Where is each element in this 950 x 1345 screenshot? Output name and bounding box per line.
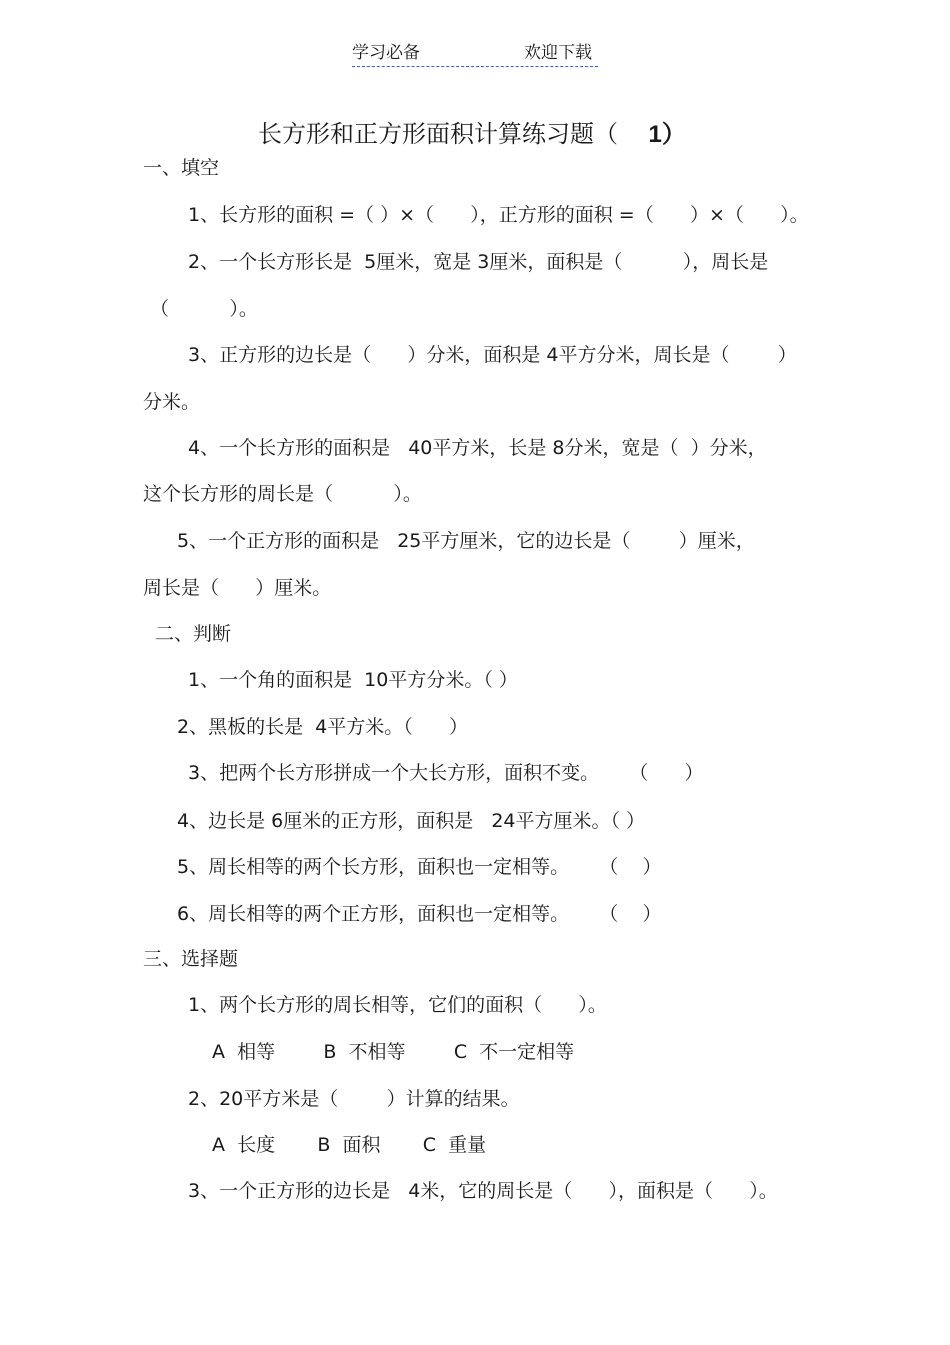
title-number: 1） (648, 121, 686, 148)
judge-item-4: 4、边长是 6厘米的正方形，面积是 24平方厘米。（ ） (177, 810, 646, 832)
judge-item-1: 1、一个角的面积是 10平方分米。（ ） (188, 669, 518, 691)
section-heading-choice: 三、选择题 (143, 948, 239, 970)
choice-question-1-options: A 相等 B 不相等 C 不一定相等 (212, 1041, 575, 1063)
fill-in-question-4-continued: 这个长方形的周长是（ ）。 (143, 483, 422, 505)
judge-item-6: 6、周长相等的两个正方形，面积也一定相等。 （ ） (177, 903, 662, 925)
page-title (258, 118, 686, 151)
judge-item-5: 5、周长相等的两个长方形，面积也一定相等。 （ ） (177, 856, 662, 878)
fill-in-question-5-continued: 周长是（ ）厘米。 (143, 577, 332, 599)
judge-item-2: 2、黑板的长是 4平方米。（ ） (177, 716, 468, 738)
header-right-text: 欢迎下载 (524, 43, 592, 63)
header-left-text: 学习必备 (352, 43, 420, 63)
fill-in-question-3: 3、正方形的边长是（ ）分米，面积是 4平方分米，周长是（ ） (188, 344, 797, 366)
fill-in-question-2: 2、一个长方形长是 5厘米，宽是 3厘米，面积是（ ），周长是 (188, 251, 769, 273)
page-header (352, 42, 598, 67)
fill-in-question-2-continued: （ ）。 (150, 298, 258, 320)
fill-in-question-3-continued: 分米。 (143, 391, 201, 413)
judge-item-3: 3、把两个长方形拼成一个大长方形，面积不变。 （ ） (188, 762, 704, 784)
choice-question-2-options: A 长度 B 面积 C 重量 (212, 1134, 487, 1156)
fill-in-question-5: 5、一个正方形的面积是 25平方厘米，它的边长是（ ）厘米， (177, 530, 755, 552)
fill-in-question-4: 4、一个长方形的面积是 40平方米，长是 8分米，宽是（ ）分米， (188, 437, 767, 459)
choice-question-3: 3、一个正方形的边长是 4米，它的周长是（ ），面积是（ ）。 (188, 1180, 778, 1202)
section-heading-fill-in: 一、填空 (143, 157, 220, 179)
fill-in-question-1: 1、长方形的面积 =（ ）×（ ），正方形的面积 =（ ）×（ ）。 (188, 204, 809, 226)
title-text: 长方形和正方形面积计算练习题（ (258, 120, 649, 148)
section-heading-judge: 二、判断 (155, 623, 232, 645)
choice-question-1: 1、两个长方形的周长相等，它们的面积（ ）。 (188, 994, 607, 1016)
choice-question-2: 2、20平方米是（ ）计算的结果。 (188, 1088, 520, 1110)
